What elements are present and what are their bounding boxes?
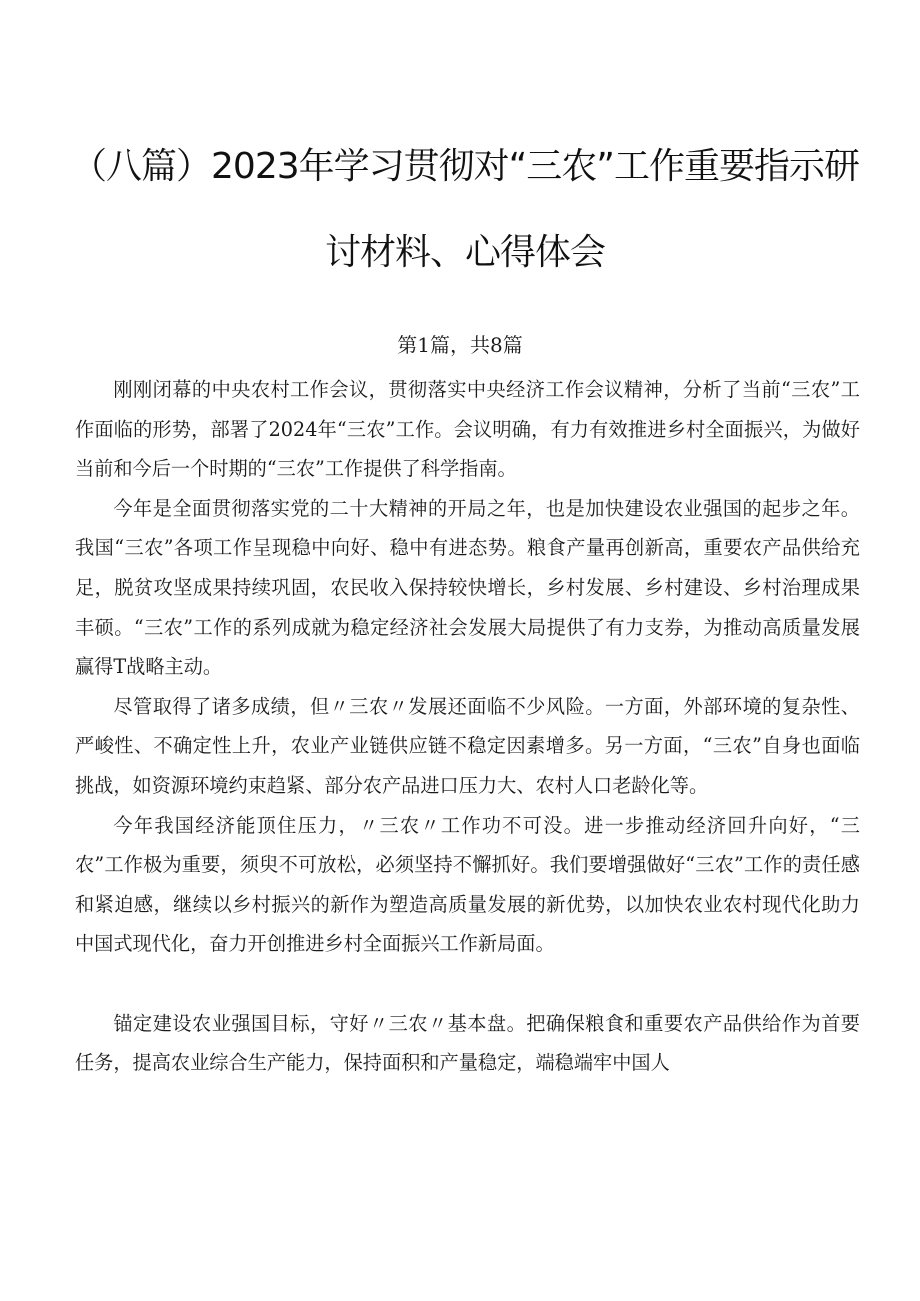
document-title-line-2: 讨材料、心得体会 (324, 232, 605, 273)
paragraph-1: 刚刚闭幕的中央农村工作会议，贯彻落实中央经济工作会议精神，分析了当前“三农”工作面临的形势，部署了2024年“三农”工作。会议明确，有力有效推进乡村全面振兴，为做好当前和今后一个时期的“三农”工作提供了科学指南。 (75, 378, 860, 481)
document-title-line-1: （八篇）2023年学习贯彻对“三农”工作重要指示研 (71, 146, 859, 187)
paragraph-2: 今年是全面贯彻落实党的二十大精神的开局之年，也是加快建设农业强国的起步之年。我国“三农”各项工作呈现稳中向好、稳中有进态势。粮食产量再创新高，重要农产品供给充足，脱贫攻坚成果持续巩固，农民收入保持较快增长，乡村发展、乡村建设、乡村治理成果丰硕。“三农”工作的系列成就为稳定经济社会发展大局提供了有力支券，为推动高质量发展赢得T战略主动。 (75, 496, 860, 679)
section-label: 第1篇，共8篇 (397, 333, 523, 357)
paragraph-3: 尽管取得了诸多成绩，但〃三农〃发展还面临不少风险。一方面，外部环境的复杂性、严峻性、不确定性上升，农业产业链供应链不稳定因素增多。另一方面，“三农”自身也面临挑战，如资源环境约束趋紧、部分农产品进口压力大、农村人口老龄化等。 (75, 694, 860, 797)
document-body (75, 370, 860, 1083)
paragraph-5: 锚定建设农业强国目标，守好〃三农〃基本盘。把确保粮食和重要农产品供给作为首要任务，提高农业综合生产能力，保持面积和产量稳定，端稳端牢中国人 (75, 1011, 860, 1075)
paragraph-4: 今年我国经济能顶住压力，〃三农〃工作功不可没。进一步推动经济回升向好，“三农”工作极为重要，须臾不可放松，必须坚持不懈抓好。我们要增强做好“三农”工作的责任感和紧迫感，继续以乡村振兴的新作为塑造高质量发展的新优势，以加快农业农村现代化助力中国式现代化，奋力开创推进乡村全面振兴工作新局面。 (75, 813, 860, 956)
